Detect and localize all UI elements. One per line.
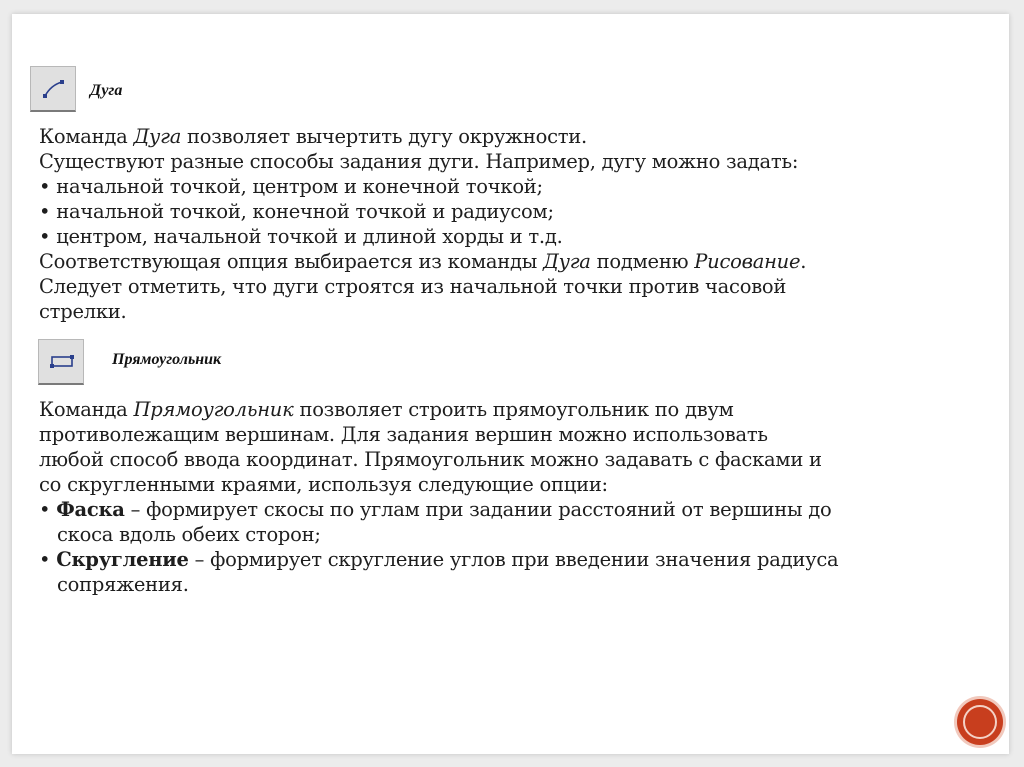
bullet: • xyxy=(39,548,57,571)
rect-line-1 xyxy=(39,397,989,422)
chamfer-option-name: Фаска xyxy=(56,498,125,521)
fillet-option xyxy=(39,547,989,572)
rect-line-2: противолежащим вершинам. Для задания вершин можно использовать xyxy=(39,423,768,446)
text: подменю xyxy=(590,250,695,273)
text: позволяет строить прямоугольник по двум xyxy=(293,398,734,421)
text: . xyxy=(800,250,807,273)
chamfer-option xyxy=(39,497,989,522)
arc-line-6 xyxy=(39,249,989,274)
arc-section-title: Дуга xyxy=(90,82,123,99)
chamfer-option-continuation: скоса вдоль обеих сторон; xyxy=(57,523,321,546)
bullet: • xyxy=(39,498,57,521)
arc-bullet-1: • начальной точкой, центром и конечной точкой; xyxy=(39,175,543,198)
arc-line-8: стрелки. xyxy=(39,300,127,323)
arc-command-name: Дуга xyxy=(133,125,182,148)
slide xyxy=(12,14,1009,754)
text: – формирует скругление углов при введении значения радиуса xyxy=(188,548,839,571)
text: позволяет вычертить дугу окружности. xyxy=(181,125,587,148)
arc-icon-graphic xyxy=(31,67,75,111)
text: – формирует скосы по углам при задании расстояний от вершины до xyxy=(124,498,832,521)
text: Соответствующая опция выбирается из команды xyxy=(39,250,544,273)
text: Команда xyxy=(39,125,134,148)
rect-line-3: любой способ ввода координат. Прямоугольник можно задавать с фасками и xyxy=(39,448,822,471)
arc-bullet-2: • начальной точкой, конечной точкой и радиусом; xyxy=(39,200,554,223)
rectangle-tool-icon xyxy=(38,339,84,385)
arc-description xyxy=(39,124,989,324)
rectangle-section-title: Прямоугольник xyxy=(112,351,222,368)
circle-nav-icon[interactable] xyxy=(957,699,1003,745)
fillet-option-continuation: сопряжения. xyxy=(57,573,189,596)
fillet-option-name: Скругление xyxy=(56,548,189,571)
arc-line-7: Следует отметить, что дуги строятся из начальной точки против часовой xyxy=(39,275,787,298)
arc-command-name: Дуга xyxy=(543,250,591,273)
rectangle-icon-graphic xyxy=(39,340,83,384)
rectangle-description xyxy=(39,397,989,597)
rect-line-4: со скругленными краями, используя следующие опции: xyxy=(39,473,608,496)
arc-line-2: Существуют разные способы задания дуги. Например, дугу можно задать: xyxy=(39,150,799,173)
arc-bullet-3: • центром, начальной точкой и длиной хорды и т.д. xyxy=(39,225,563,248)
arc-line-1 xyxy=(39,124,989,149)
drawing-submenu-name: Рисование xyxy=(694,250,801,273)
text: Команда xyxy=(39,398,134,421)
arc-tool-icon xyxy=(30,66,76,112)
rectangle-command-name: Прямоугольник xyxy=(133,398,294,421)
